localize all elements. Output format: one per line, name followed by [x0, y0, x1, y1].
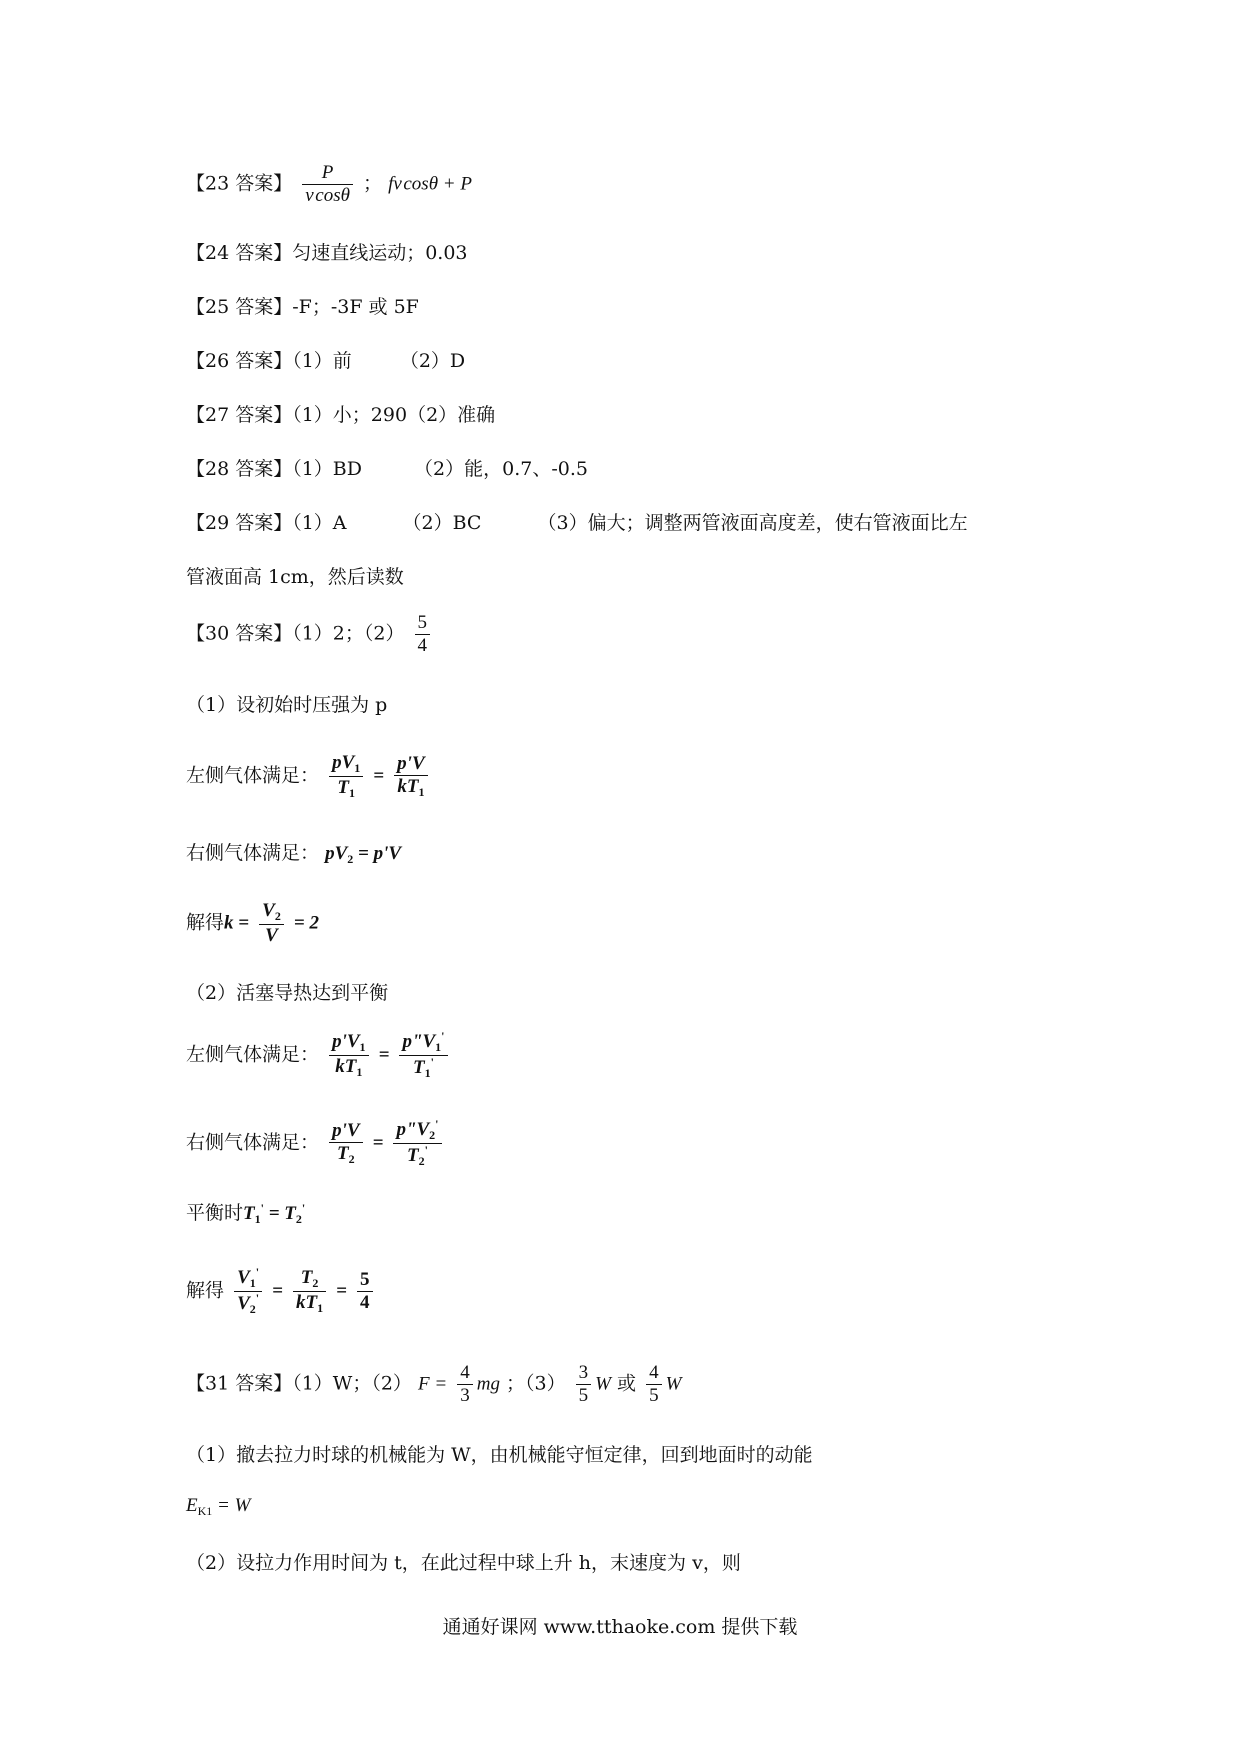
q30-step2: （2）活塞导热达到平衡	[186, 982, 389, 1004]
q31-step2: （2）设拉力作用时间为 t，在此过程中球上升 h，末速度为 v，则	[186, 1552, 741, 1574]
answer-label: 【30 答案】	[186, 622, 293, 645]
formula-f-eq: F =	[417, 1373, 448, 1395]
formula-v2-over-v: $\frac{V_2}{V}$	[259, 900, 284, 947]
q31-ek1	[186, 1494, 250, 1519]
q30-solve2: 解得 $\frac{V_1'}{V_2'}$ = $\frac{T_2}{kT_1}$ = $\frac{5}{4}$	[186, 1266, 377, 1317]
formula-pprimev-over-kt1: $\frac{p'V}{kT_1}$	[394, 753, 427, 800]
formula-5-over-4: $\frac{5}{4}$	[415, 612, 431, 657]
formula-t2-over-kt1: $\frac{T_2}{kT_1}$	[293, 1267, 326, 1316]
formula-4-over-5: $\frac{4}{5}$	[646, 1362, 662, 1407]
q30-left2: 左侧气体满足： $\frac{p'V_1}{kT_1}$ = $\frac{p"V_1'}{T_1'}$	[186, 1030, 452, 1081]
answer-label: 【23 答案】	[186, 172, 293, 195]
answer-31: 【31 答案】（1）W；（2） F = $\frac{4}{3}$ mg ；（3） $\frac{3}{5}$ W 或 $\frac{4}{5}$ W	[186, 1362, 682, 1406]
formula-p-over-vcos: $\frac{P}{\text{v cosθ}}$	[302, 162, 353, 207]
answer-label: 【24 答案】	[186, 242, 293, 264]
answer-27	[186, 400, 495, 427]
formula-pprimev1-over-kt1: $\frac{p'V_1}{kT_1}$	[329, 1031, 368, 1080]
q30-solve1: 解得k = $\frac{V_2}{V}$ = 2	[186, 900, 319, 946]
answer-text: -F；-3F 或 5F	[292, 296, 419, 318]
formula-3-over-5: $\frac{3}{5}$	[576, 1362, 592, 1407]
answer-28: 【28 答案】（1）BD （2）能，0.7、-0.5	[186, 458, 588, 480]
answer-24	[186, 238, 468, 265]
answer-29: 【29 答案】（1）A （2）BC （3）偏大；调整两管液面高度差，使右管液面比左	[186, 512, 968, 534]
footer-text: 通通好课网 www.tthaoke.com 提供下载	[442, 1616, 798, 1638]
answer-text: （1）小；290（2）准确	[292, 404, 496, 426]
answer-label: 【27 答案】	[186, 404, 293, 426]
answer-26: 【26 答案】（1）前 （2）D	[186, 350, 466, 372]
q30-step1: （1）设初始时压强为 p	[186, 694, 388, 716]
answer-23: 【23 答案】 $\frac{P}{\text{v cosθ}}$ ； fv cosθ + P	[186, 162, 472, 206]
formula-fvcos-plus-p: fv cosθ + P	[388, 173, 472, 195]
formula-t1prime-eq-t2prime: $T_1' = T_2'$	[243, 1201, 306, 1226]
answer-29-continued: 管液面高 1cm，然后读数	[186, 566, 404, 588]
answer-label: 【26 答案】	[186, 350, 293, 372]
formula-pprimev-over-t2: $\frac{p'V}{T_2}$	[329, 1120, 362, 1167]
answer-30: 【30 答案】（1）2；（2） $\frac{5}{4}$	[186, 612, 434, 657]
answer-label: 【31 答案】	[186, 1372, 293, 1395]
q31-step1: （1）撤去拉力时球的机械能为 W，由机械能守恒定律，回到地面时的动能	[186, 1444, 813, 1466]
answer-25	[186, 292, 419, 319]
q30-left1: 左侧气体满足： $\frac{pV_1}{T_1}$ = $\frac{p'V}{kT_1}$	[186, 752, 432, 801]
answer-label: 【29 答案】	[186, 512, 293, 534]
formula-pv1-over-t1: $\frac{pV_1}{T_1}$	[329, 752, 363, 801]
formula-k-eq: k =	[224, 912, 250, 934]
formula-pdoubleprimev1prime-over-t1prime: $\frac{p"V_1'}{T_1'}$	[399, 1030, 447, 1081]
formula-pv2-eq-pprimev: $pV_2 = p'V$	[325, 843, 402, 866]
formula-pdoubleprimev2prime-over-t2prime: $\frac{p"V_2'}{T_2'}$	[393, 1118, 441, 1169]
answer-label: 【28 答案】	[186, 458, 293, 480]
answer-text: 匀速直线运动；0.03	[292, 242, 468, 264]
formula-4-over-3: $\frac{4}{3}$	[457, 1362, 473, 1407]
formula-5-over-4-bold: $\frac{5}{4}$	[357, 1269, 373, 1314]
q30-right1: 右侧气体满足： $pV_2 = p'V$	[186, 842, 402, 866]
answer-label: 【25 答案】	[186, 296, 293, 318]
q30-balance: 平衡时$T_1' = T_2'$	[186, 1201, 306, 1226]
q30-right2: 右侧气体满足： $\frac{p'V}{T_2}$ = $\frac{p"V_2'}{T_2'}$	[186, 1118, 446, 1169]
formula-ek1-eq-w: $E_{K1} = W$	[186, 1495, 251, 1518]
formula-v1prime-over-v2prime: $\frac{V_1'}{V_2'}$	[234, 1266, 262, 1317]
